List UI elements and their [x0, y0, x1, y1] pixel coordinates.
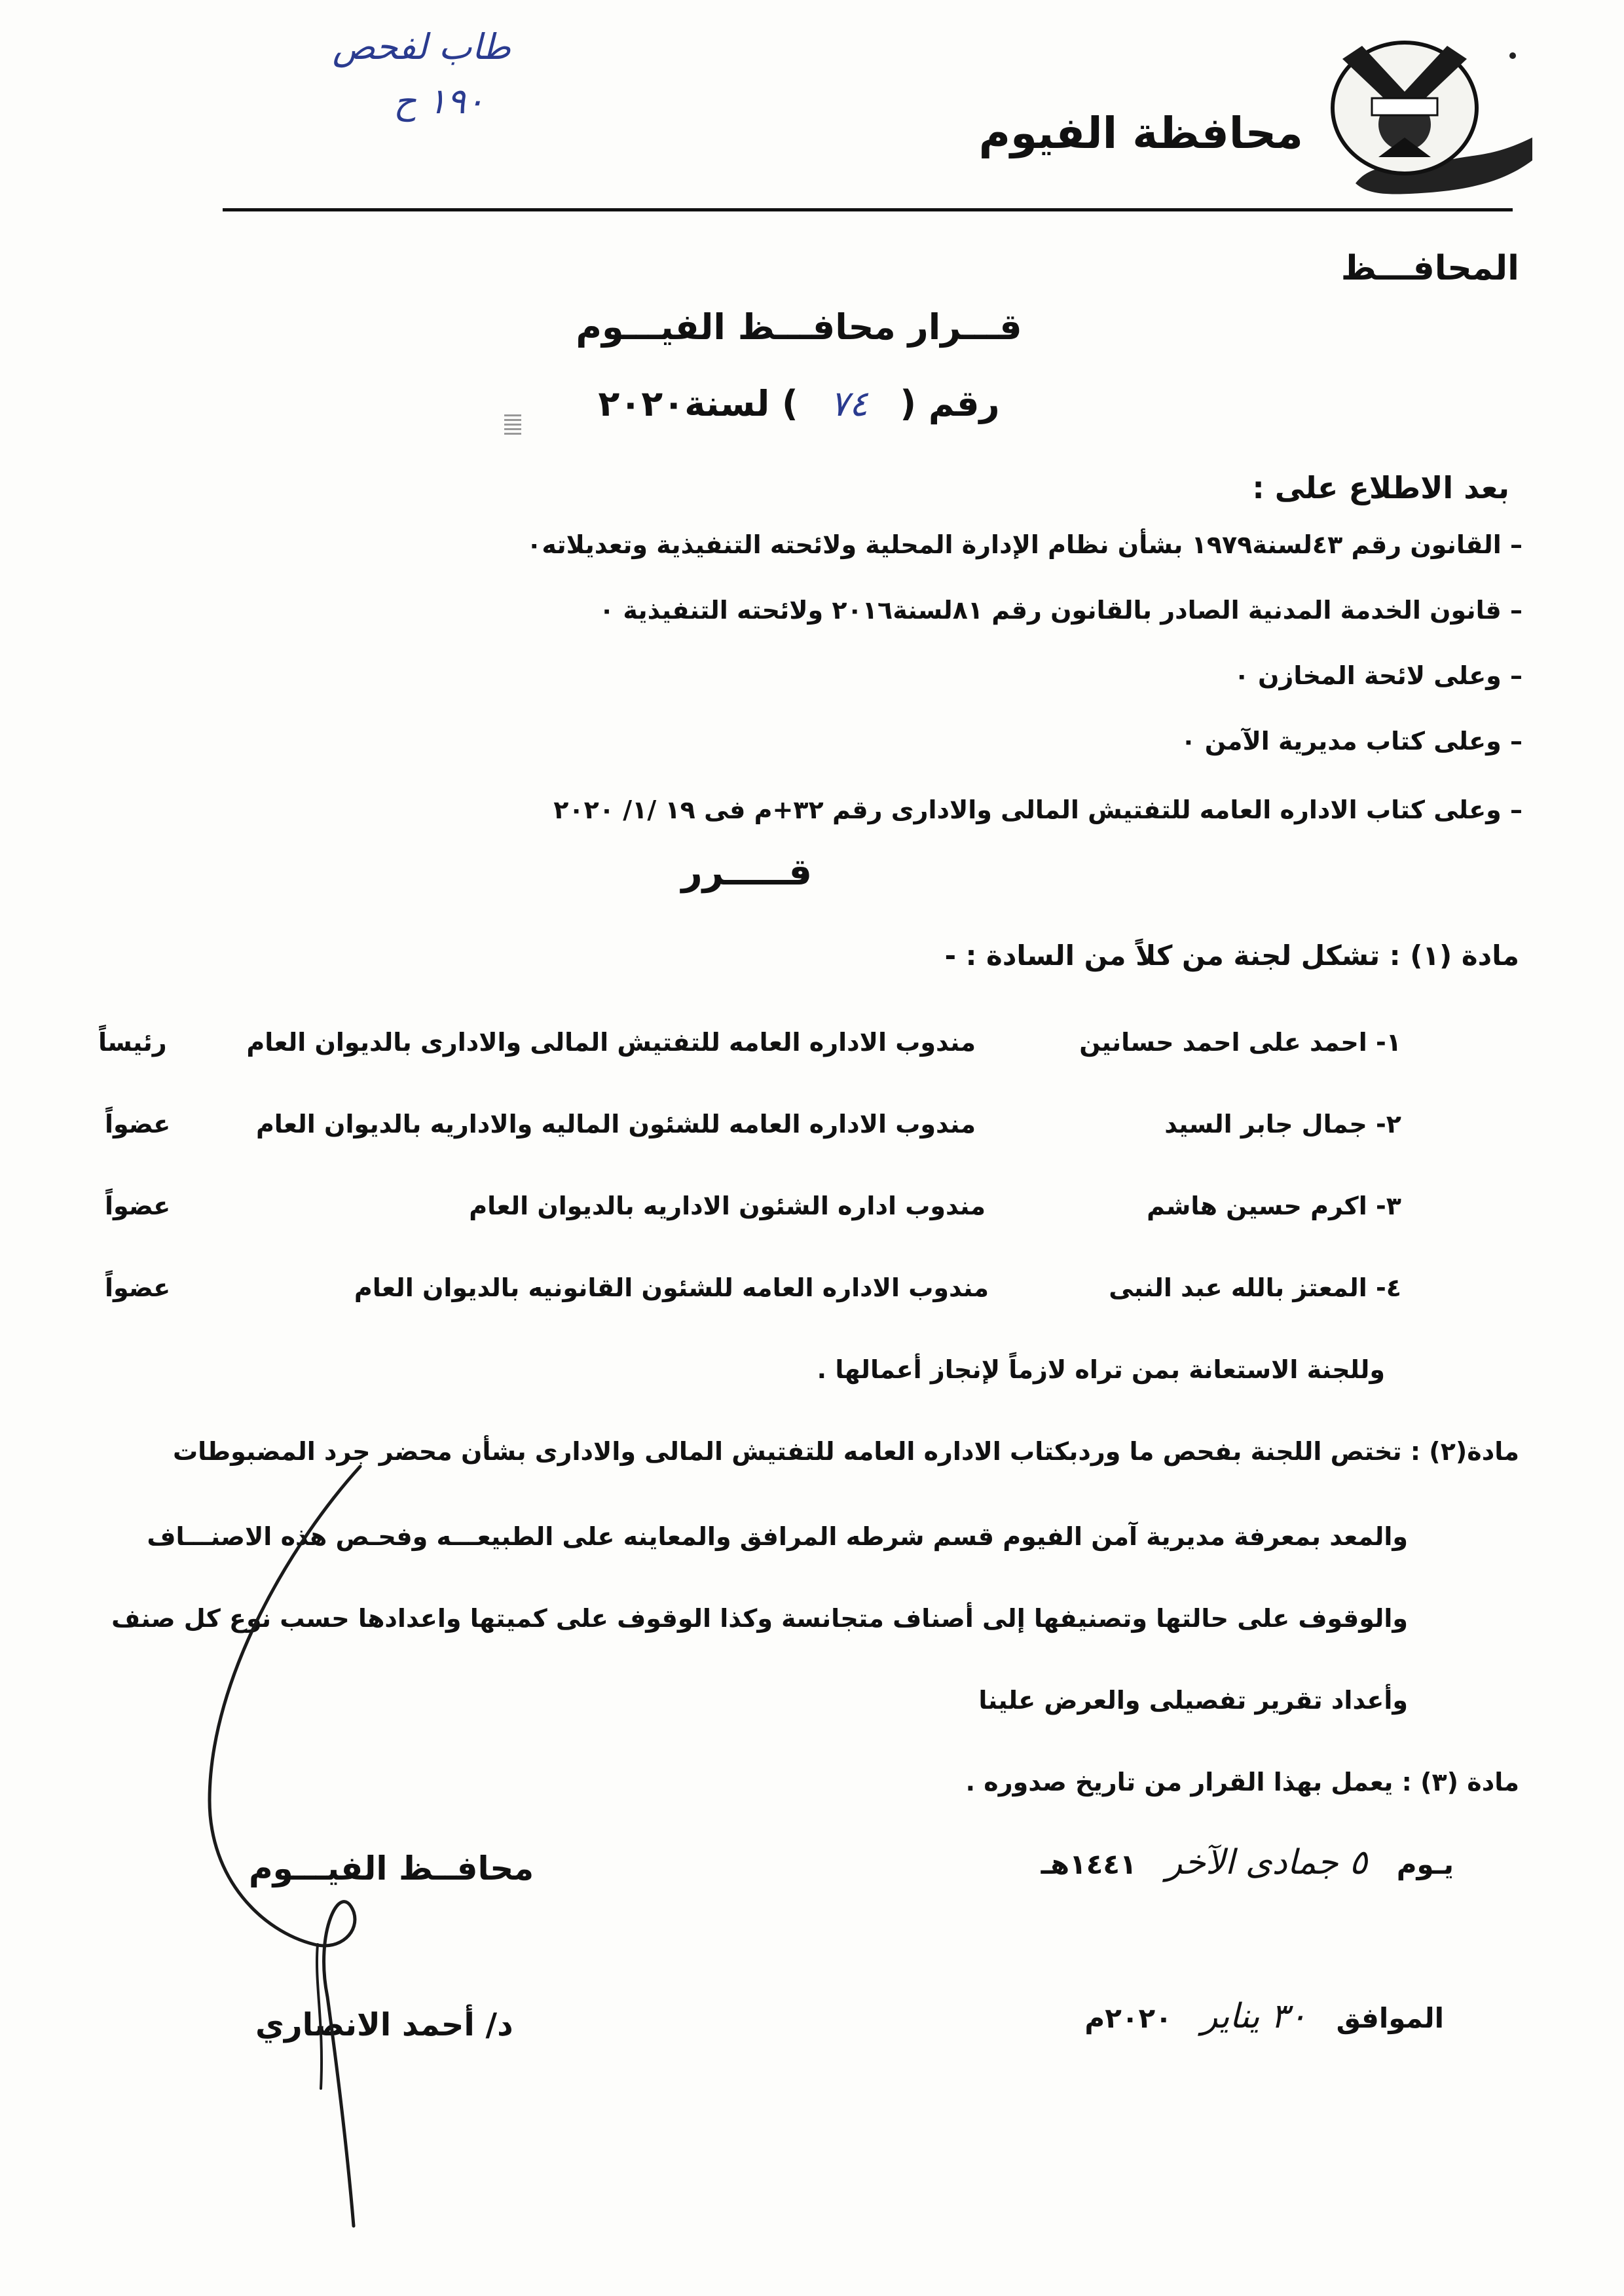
signature-name: د/ أحمد الانصاري — [255, 2007, 513, 2043]
decided-heading: قـــــرر — [681, 851, 812, 894]
member-role: مندوب اداره الشئون الاداريه بالديوان العام — [469, 1192, 986, 1220]
member-name: ١- احمد على احمد حسانين — [1079, 1028, 1401, 1057]
article1-heading: مادة (١) : تشكل لجنة من كلاً من السادة : - — [944, 939, 1519, 972]
preamble-heading: بعد الاطلاع على : — [1252, 470, 1509, 505]
signature-title: محافــظ الفيـــوم — [249, 1850, 534, 1887]
member-position: عضواً — [105, 1110, 171, 1139]
gregorian-date — [1084, 1997, 1444, 2036]
handwritten-signature — [164, 1460, 413, 2232]
member-role: مندوب الاداره العامه للشئون القانونيه بالديوان العام — [354, 1273, 989, 1302]
gregorian-date-label: الموافق — [1336, 2002, 1444, 2034]
member-position: رئيساً — [98, 1028, 167, 1057]
member-role: مندوب الاداره العامه للتفتيش المالى والادارى بالديوان العام — [246, 1028, 976, 1057]
preamble-item: – وعلى كتاب الاداره العامه للتفتيش المالى والادارى رقم ٣٢+م فى ١٩ /١/ ٢٠٢٠ — [553, 795, 1522, 824]
hijri-date — [1041, 1843, 1454, 1882]
article2-line: وأعداد تقرير تفصيلى والعرض علينا — [978, 1686, 1408, 1715]
gregorian-date-handwritten: ٣٠ يناير — [1201, 1997, 1307, 2036]
gregorian-date-year: ٢٠٢٠م — [1084, 2002, 1172, 2034]
hijri-date-year: ١٤٤١هـ — [1041, 1848, 1137, 1880]
member-position: عضواً — [105, 1192, 171, 1220]
member-name: ٤- المعتز بالله عبد النبى — [1109, 1273, 1401, 1302]
stamp-mark — [504, 412, 521, 435]
preamble-item: – وعلى لائحة المخازن ٠ — [1234, 661, 1522, 690]
preamble-item: – القانون رقم ٤٣لسنة١٩٧٩ بشأن نظام الإدارة المحلية ولائحته التنفيذية وتعديلاته٠ — [526, 530, 1522, 559]
article2-line: والوقوف على حالتها وتصنيفها إلى أصناف متجانسة وكذا الوقوف على كميتها واعدادها حسب نوع كل صنف — [111, 1604, 1408, 1633]
governorate-name: محافظة الفيوم — [978, 108, 1303, 158]
member-role: مندوب الاداره العامه للشئون الماليه والاداريه بالديوان العام — [255, 1110, 976, 1139]
office-title: المحافـــظ — [1340, 249, 1519, 288]
article3: مادة (٣) : يعمل بهذا القرار من تاريخ صدوره . — [965, 1768, 1519, 1796]
handwritten-note-line2: ١٩٠ ح — [393, 81, 485, 122]
hijri-date-label: يـوم — [1396, 1848, 1454, 1880]
decree-title: قـــرار محافـــظ الفيـــوم — [576, 306, 1022, 348]
decree-number-suffix: ) لسنة٢٠٢٠ — [598, 383, 798, 424]
article2-line: والمعد بمعرفة مديرية آمن الفيوم قسم شرطه المرافق والمعاينه على الطبيعـــه وفحـص هذه الاصنـــاف — [147, 1522, 1408, 1551]
decree-number-prefix: رقم ( — [900, 383, 1000, 424]
hijri-date-handwritten: ٥ جمادى الآخر — [1166, 1843, 1368, 1882]
member-name: ٢- جمال جابر السيد — [1164, 1110, 1401, 1139]
member-position: عضواً — [105, 1273, 171, 1302]
article1-note: وللجنة الاستعانة بمن تراه لازماً لإنجاز أعمالها . — [817, 1355, 1385, 1384]
preamble-item: – قانون الخدمة المدنية الصادر بالقانون رقم ٨١لسنة٢٠١٦ ولائحته التنفيذية ٠ — [599, 596, 1522, 625]
article2-line: مادة(٢) : تختص اللجنة بفحص ما وردبكتاب الاداره العامه للتفتيش المالى والادارى بشأن محضر جرد المضبوطات — [172, 1437, 1519, 1466]
preamble-item: – وعلى كتاب مديرية الآمن ٠ — [1181, 727, 1522, 756]
member-name: ٣- اكرم حسين هاشم — [1147, 1192, 1401, 1220]
handwritten-note-line1: طاب لفحص — [332, 26, 511, 67]
decree-number-value: ٧٤ — [830, 383, 868, 424]
